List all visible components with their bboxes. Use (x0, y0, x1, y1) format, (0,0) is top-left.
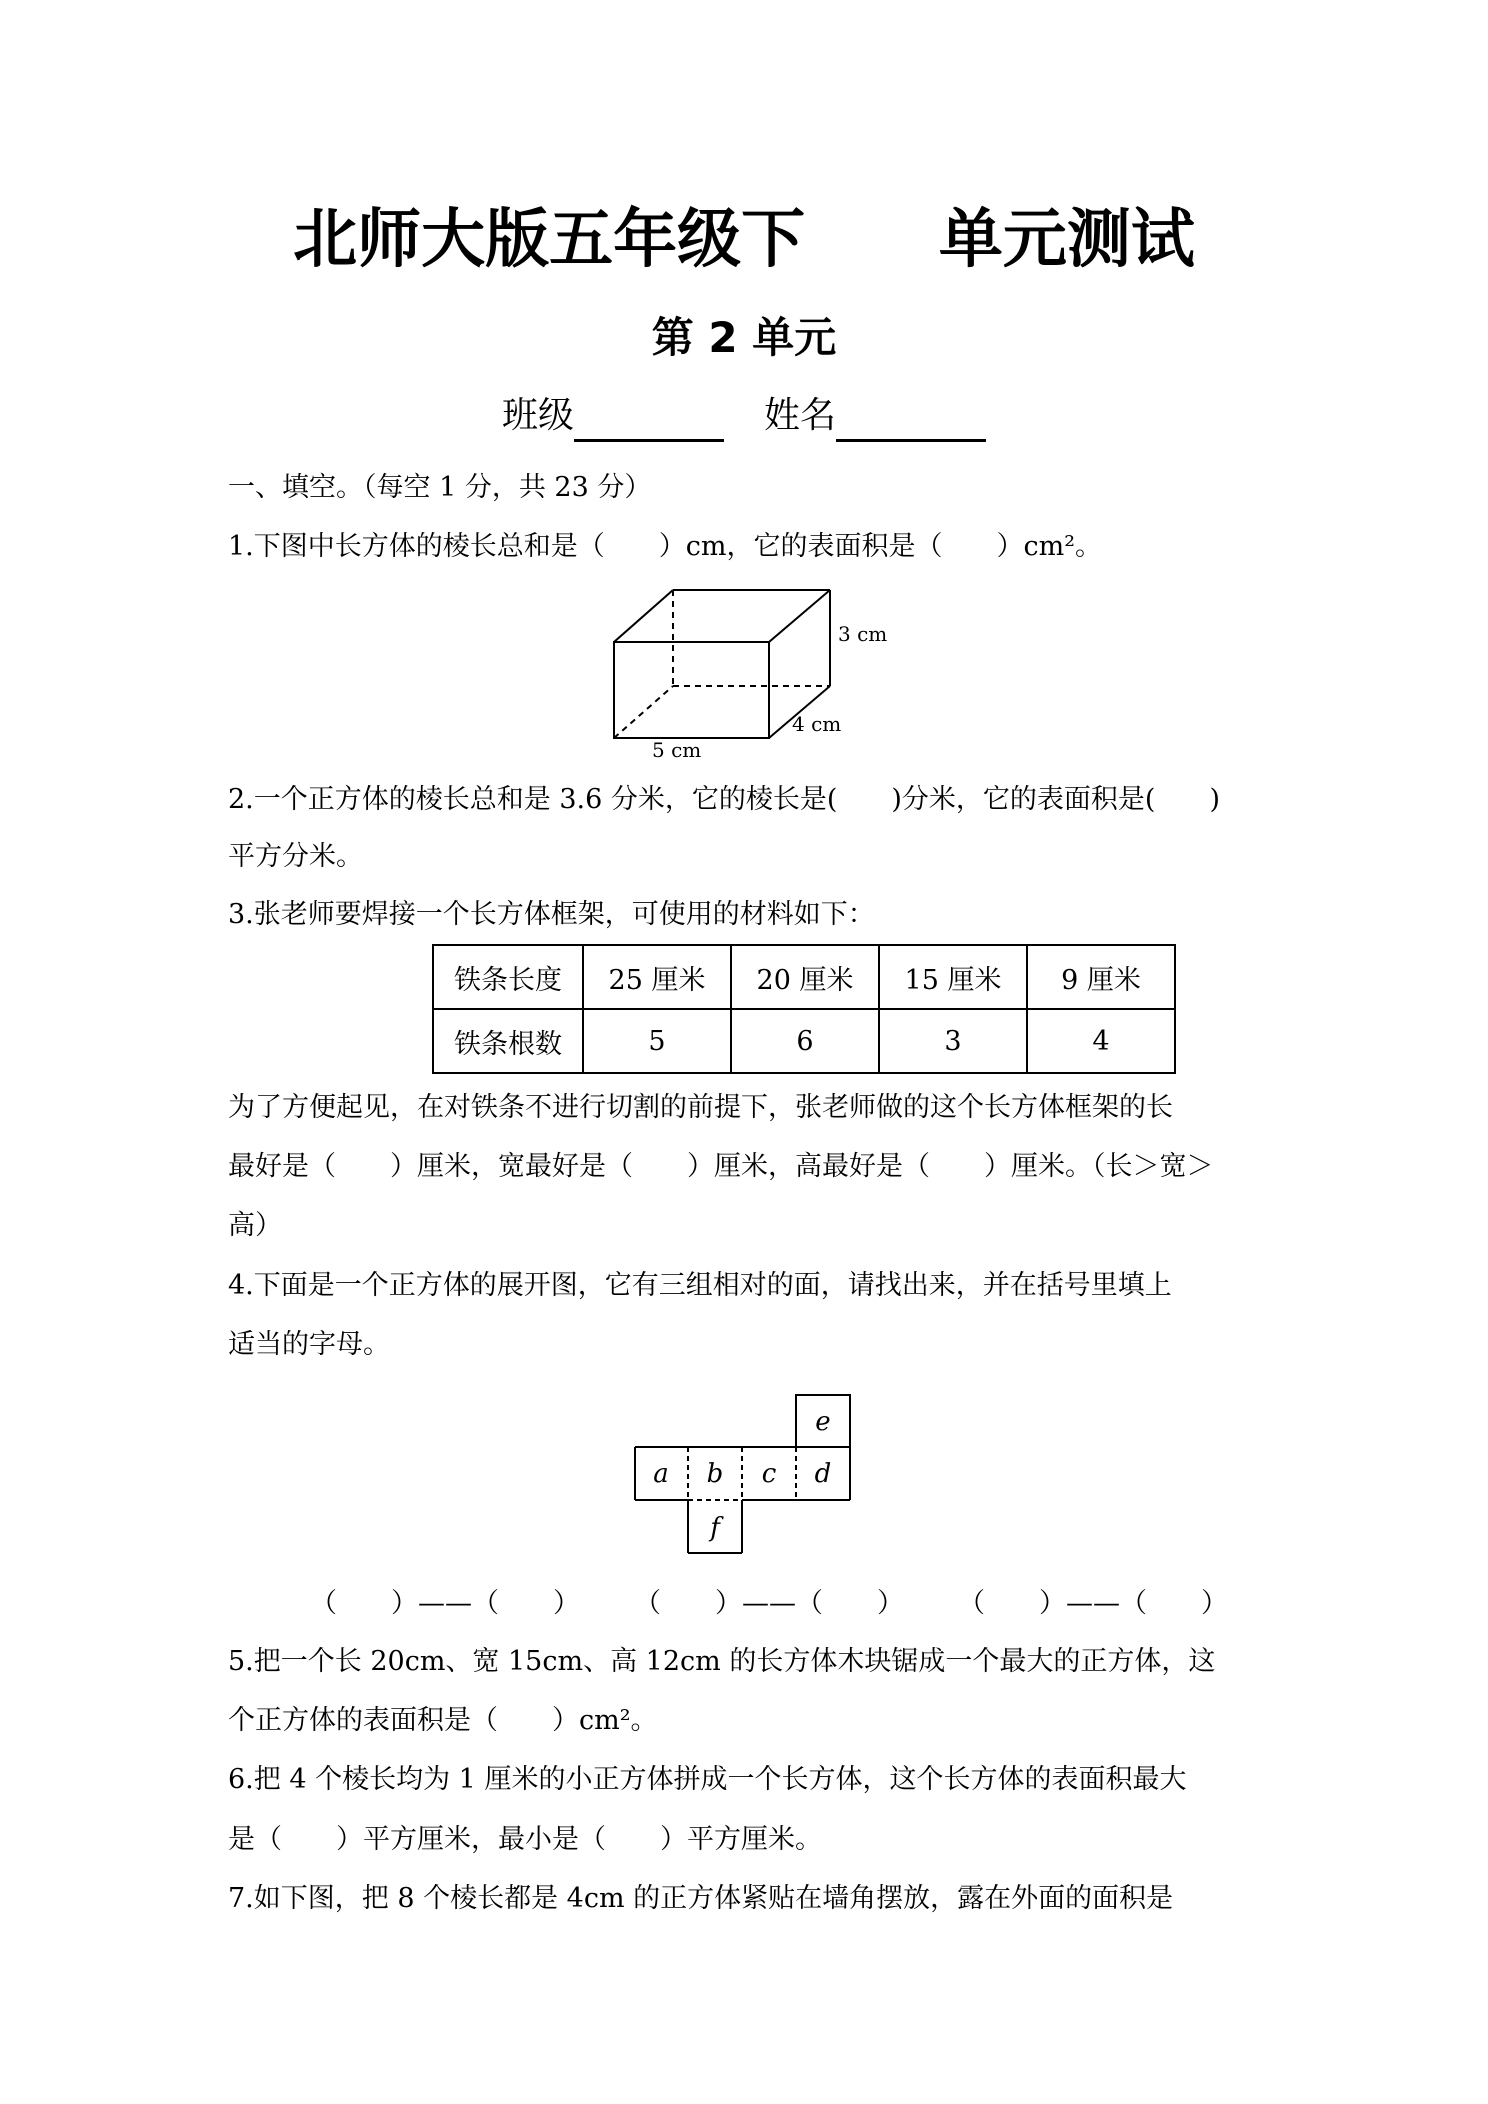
table-cell: 5 (583, 1009, 731, 1073)
materials-table (432, 944, 1176, 1074)
page-title: 北师大版五年级下 单元测试 (293, 203, 1195, 277)
table-cell: 铁条长度 (433, 945, 583, 1009)
net-label-a: a (653, 1459, 669, 1489)
net-label-c: c (761, 1459, 777, 1489)
question-2-line1: 2.一个正方体的棱长总和是 3.6 分米，它的棱长是( )分米，它的表面积是( ) (228, 784, 1220, 815)
table-cell: 4 (1027, 1009, 1175, 1073)
class-label: 班级 (501, 395, 574, 436)
length-label: 5 cm (652, 738, 702, 760)
question-3-line3: 高） (228, 1210, 282, 1241)
net-label-b: b (706, 1459, 724, 1489)
table-cell: 15 厘米 (879, 945, 1027, 1009)
question-2-line2: 平方分米。 (228, 841, 363, 872)
question-3-intro: 3.张老师要焊接一个长方体框架，可使用的材料如下： (228, 899, 875, 930)
question-3-line1: 为了方便起见，在对铁条不进行切割的前提下，张老师做的这个长方体框架的长 (228, 1092, 1173, 1123)
class-blank[interactable] (574, 399, 724, 442)
section-heading: 一、填空。（每空 1 分，共 23 分） (228, 472, 652, 503)
table-cell: 20 厘米 (731, 945, 879, 1009)
net-label-e: e (815, 1407, 831, 1437)
question-4-line1: 4.下面是一个正方体的展开图，它有三组相对的面，请找出来，并在括号里填上 (228, 1270, 1172, 1301)
table-cell: 3 (879, 1009, 1027, 1073)
question-5-line2: 个正方体的表面积是（ ）cm²。 (228, 1705, 658, 1736)
question-4-line2: 适当的字母。 (228, 1329, 390, 1360)
cuboid-figure (600, 585, 900, 760)
table-cell: 25 厘米 (583, 945, 731, 1009)
question-6-line2: 是（ ）平方厘米，最小是（ ）平方厘米。 (228, 1824, 822, 1855)
name-label: 姓名 (764, 395, 837, 436)
question-5-line1: 5.把一个长 20cm、宽 15cm、高 12cm 的长方体木块锯成一个最大的正方体，这 (228, 1646, 1216, 1677)
question-1: 1.下图中长方体的棱长总和是（ ）cm，它的表面积是（ ）cm²。 (228, 531, 1103, 562)
question-7-line1: 7.如下图，把 8 个棱长都是 4cm 的正方体紧贴在墙角摆放，露在外面的面积是 (228, 1883, 1174, 1914)
opposite-faces-answer-line: （ ）——（ ） （ ）——（ ） （ ）——（ ） (310, 1588, 1228, 1619)
net-label-d: d (814, 1459, 832, 1489)
question-3-line2: 最好是（ ）厘米，宽最好是（ ）厘米，高最好是（ ）厘米。（长＞宽＞ (228, 1151, 1214, 1182)
cube-net-figure (632, 1390, 862, 1565)
net-label-f: f (710, 1513, 720, 1543)
unit-subtitle: 第 2 单元 (651, 313, 837, 362)
table-cell: 9 厘米 (1027, 945, 1175, 1009)
table-row (433, 945, 1175, 1009)
name-blank[interactable] (836, 399, 986, 442)
cuboid-front-face (614, 642, 769, 738)
width-label: 4 cm (792, 712, 842, 736)
height-label: 3 cm (838, 622, 888, 646)
student-info-line (0, 390, 1488, 442)
table-cell: 铁条根数 (433, 1009, 583, 1073)
question-6-line1: 6.把 4 个棱长均为 1 厘米的小正方体拼成一个长方体，这个长方体的表面积最大 (228, 1764, 1187, 1795)
table-row (433, 1009, 1175, 1073)
table-cell: 6 (731, 1009, 879, 1073)
